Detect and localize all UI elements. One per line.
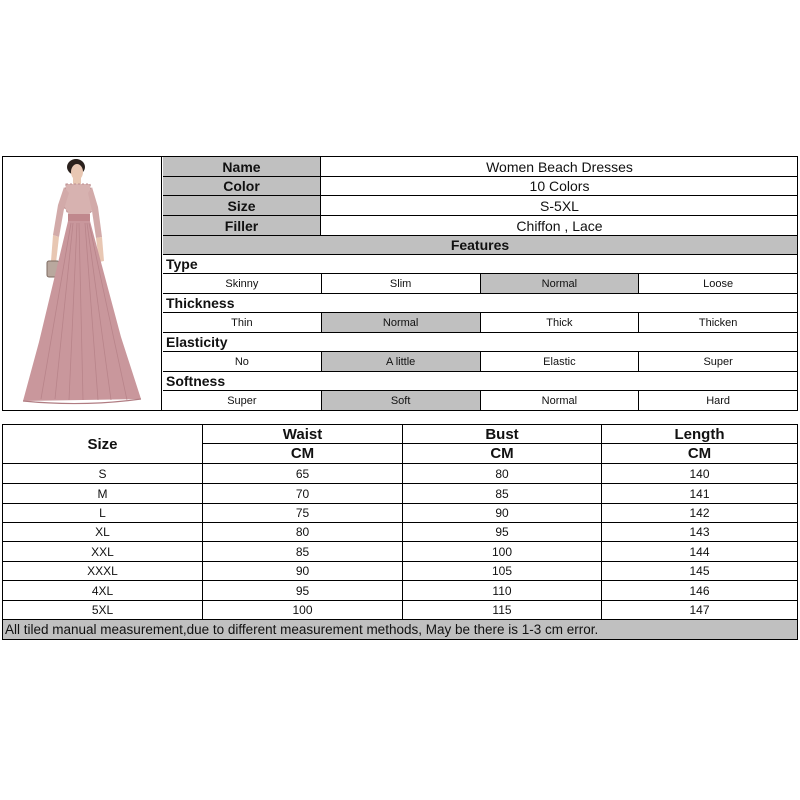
size-cell: M xyxy=(3,484,203,503)
feature-option: Loose xyxy=(703,277,734,290)
size-cell: 5XL xyxy=(3,600,203,619)
column-unit: CM xyxy=(290,445,315,462)
column-name: Bust xyxy=(403,425,601,444)
feature-option: Elastic xyxy=(481,352,640,371)
length-cell: 144 xyxy=(689,544,710,559)
table-row xyxy=(3,581,797,601)
waist-cell: 90 xyxy=(203,561,403,580)
table-row xyxy=(3,484,797,504)
feature-option-selected: Normal xyxy=(322,313,481,332)
table-row xyxy=(3,600,797,620)
spec-row-color xyxy=(163,177,797,196)
size-cell: XXL xyxy=(3,542,203,561)
spec-row-size xyxy=(163,196,797,216)
size-cell: S xyxy=(3,464,203,483)
spec-label: Color xyxy=(163,177,321,195)
feature-option: Slim xyxy=(322,274,481,293)
feature-category-elasticity: Elasticity xyxy=(163,333,797,352)
length-cell: 143 xyxy=(689,524,710,539)
feature-option: Super xyxy=(163,391,322,410)
column-unit: CM xyxy=(490,445,514,462)
size-chart-table xyxy=(2,424,798,640)
length-column-header xyxy=(602,425,797,463)
column-name: Length xyxy=(602,425,797,444)
waist-cell: 70 xyxy=(203,484,403,503)
feature-option-selected: Soft xyxy=(322,391,481,410)
waist-cell: 75 xyxy=(203,503,403,522)
feature-option: Normal xyxy=(481,391,640,410)
size-column-header: Size xyxy=(3,425,203,463)
size-cell: L xyxy=(3,503,203,522)
length-cell: 140 xyxy=(689,466,710,481)
length-cell: 146 xyxy=(689,583,710,598)
bust-cell: 105 xyxy=(403,561,602,580)
spec-label: Filler xyxy=(163,216,321,235)
feature-option: Super xyxy=(703,355,733,368)
bust-cell: 95 xyxy=(403,522,602,541)
size-cell: 4XL xyxy=(3,581,203,600)
size-cell: XL xyxy=(3,522,203,541)
dress-photo xyxy=(3,157,162,410)
feature-option: Thicken xyxy=(698,316,738,329)
bust-cell: 100 xyxy=(403,542,602,561)
feature-option-selected: Normal xyxy=(481,274,640,293)
spec-value: Chiffon , Lace xyxy=(516,217,603,234)
product-spec-table xyxy=(2,156,798,411)
length-cell: 145 xyxy=(689,563,710,578)
waist-cell: 100 xyxy=(203,600,403,619)
size-chart-header xyxy=(3,425,797,464)
spec-label: Size xyxy=(163,196,321,215)
table-row xyxy=(3,503,797,523)
waist-cell: 95 xyxy=(203,581,403,600)
length-cell: 141 xyxy=(689,486,710,501)
dress-illustration xyxy=(3,157,162,410)
table-row xyxy=(3,561,797,581)
spec-grid xyxy=(163,157,797,410)
feature-option: No xyxy=(163,352,322,371)
waist-cell: 85 xyxy=(203,542,403,561)
feature-option: Thin xyxy=(163,313,322,332)
length-cell: 142 xyxy=(689,505,710,520)
column-unit: CM xyxy=(687,445,712,462)
measurement-note: All tiled manual measurement,due to different measurement methods, May be there is 1-3 cm error. xyxy=(3,620,797,639)
feature-option: Hard xyxy=(706,394,731,407)
bust-cell: 110 xyxy=(403,581,602,600)
feature-option-selected: A little xyxy=(322,352,481,371)
bust-column-header xyxy=(403,425,602,463)
feature-option: Skinny xyxy=(163,274,322,293)
column-name: Waist xyxy=(203,425,402,444)
feature-category-type: Type xyxy=(163,255,797,274)
bust-cell: 85 xyxy=(403,484,602,503)
feature-options-elasticity xyxy=(163,352,797,372)
feature-options-softness xyxy=(163,391,797,410)
bust-cell: 115 xyxy=(403,600,602,619)
feature-category-thickness: Thickness xyxy=(163,294,797,313)
bust-cell: 80 xyxy=(403,464,602,483)
length-cell: 147 xyxy=(689,602,710,617)
waist-cell: 65 xyxy=(203,464,403,483)
table-row xyxy=(3,464,797,484)
feature-options-thickness xyxy=(163,313,797,333)
features-heading: Features xyxy=(163,236,797,255)
feature-option: Thick xyxy=(481,313,640,332)
spec-value: S-5XL xyxy=(540,197,579,214)
size-cell: XXXL xyxy=(3,561,203,580)
spec-row-filler xyxy=(163,216,797,236)
table-row xyxy=(3,522,797,542)
spec-value: Women Beach Dresses xyxy=(486,158,633,175)
feature-options-type xyxy=(163,274,797,294)
spec-row-name xyxy=(163,157,797,177)
spec-label: Name xyxy=(163,157,321,176)
bust-cell: 90 xyxy=(403,503,602,522)
waist-cell: 80 xyxy=(203,522,403,541)
table-row xyxy=(3,542,797,562)
spec-value: 10 Colors xyxy=(529,178,590,194)
waist-column-header xyxy=(203,425,403,463)
feature-category-softness: Softness xyxy=(163,372,797,391)
